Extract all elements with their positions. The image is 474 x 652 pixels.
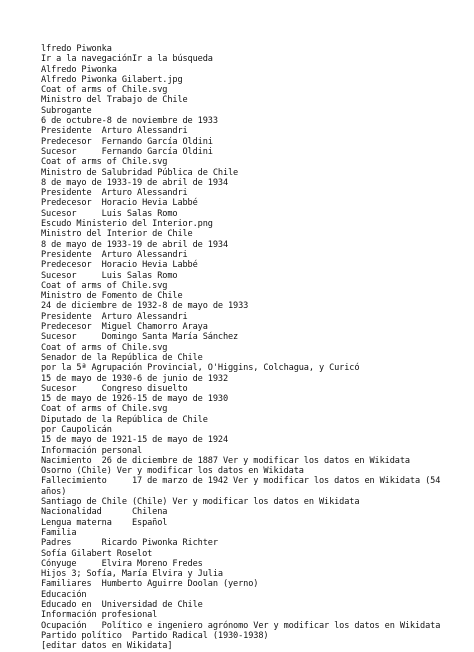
predecessor-row: Predecesor Fernando García Oldini (41, 136, 213, 147)
office-title-trabajo[interactable]: Ministro del Trabajo de Chile (41, 95, 188, 106)
constituency: por la 5ª Agrupación Provincial, O'Higgins, Colchagua, y Curicó (41, 363, 360, 374)
successor-row: Sucesor Congreso disuelto (41, 383, 188, 394)
coat-of-arms-caption: Coat of arms of Chile.svg (41, 157, 168, 168)
president-row: Presidente Arturo Alessandri (41, 311, 188, 322)
page-title: lfredo Piwonka (41, 44, 112, 54)
office-term: 15 de mayo de 1926-15 de mayo de 1930 (41, 394, 228, 405)
successor-row: Sucesor Luis Salas Romo (41, 270, 178, 281)
section-heading-professional: Información profesional (41, 610, 158, 621)
coat-of-arms-caption: Coat of arms of Chile.svg (41, 404, 168, 415)
office-term: 24 de diciembre de 1932-8 de mayo de 1933 (41, 301, 249, 312)
parents-row-continued: Sofía Gilabert Roselot (41, 548, 153, 559)
nationality-row: Nacionalidad Chilena (41, 507, 168, 518)
portrait-image-caption: Alfredo Piwonka Gilabert.jpg (41, 74, 183, 85)
ministry-emblem-caption: Escudo Ministerio del Interior.png (41, 219, 213, 230)
coat-of-arms-caption: Coat of arms of Chile.svg (41, 280, 168, 291)
edit-wikidata-link[interactable]: [editar datos en Wikidata] (41, 641, 173, 652)
predecessor-row: Predecesor Horacio Hevia Labbé (41, 198, 198, 209)
alma-mater-row: Educado en Universidad de Chile (41, 600, 203, 611)
predecessor-row: Predecesor Miguel Chamorro Araya (41, 322, 208, 333)
section-heading-family: Familia (41, 527, 77, 538)
office-title-diputado[interactable]: Diputado de la República de Chile (41, 414, 208, 425)
children-row: Hijos 3; Sofía, María Elvira y Julia (41, 569, 223, 580)
successor-row: Sucesor Domingo Santa María Sánchez (41, 332, 239, 343)
occupation-row: Ocupación Político e ingeniero agrónomo Ver y modificar los datos en Wikidata (41, 620, 441, 631)
successor-row: Sucesor Luis Salas Romo (41, 208, 178, 219)
constituency: por Caupolicán (41, 424, 112, 435)
skip-navigation-link[interactable]: Ir a la navegaciónIr a la búsqueda (41, 54, 213, 65)
section-heading-education: Educación (41, 589, 87, 600)
office-term: 15 de mayo de 1921-15 de mayo de 1924 (41, 435, 228, 446)
office-title-senador[interactable]: Senador de la República de Chile (41, 352, 203, 363)
office-term: 8 de mayo de 1933-19 de abril de 1934 (41, 239, 228, 250)
death-row: Fallecimiento 17 de marzo de 1942 Ver y modificar los datos en Wikidata (54 años) (41, 476, 446, 497)
birth-row: Nacimiento 26 de diciembre de 1887 Ver y modificar los datos en Wikidata (41, 455, 410, 466)
mother-tongue-row: Lengua materna Español (41, 517, 168, 528)
president-row: Presidente Arturo Alessandri (41, 126, 188, 137)
office-title-salubridad[interactable]: Ministro de Salubridad Pública de Chile (41, 167, 239, 178)
coat-of-arms-caption: Coat of arms of Chile.svg (41, 85, 168, 96)
parents-row: Padres Ricardo Piwonka Richter (41, 538, 218, 549)
section-heading-personal: Información personal (41, 445, 143, 456)
party-row: Partido político Partido Radical (1930-1938) (41, 630, 269, 641)
deathplace-row: Santiago de Chile (Chile) Ver y modificar los datos en Wikidata (41, 497, 360, 508)
predecessor-row: Predecesor Horacio Hevia Labbé (41, 260, 198, 271)
infobox-text-dump (41, 44, 469, 652)
office-term: 8 de mayo de 1933-19 de abril de 1934 (41, 177, 228, 188)
president-row: Presidente Arturo Alessandri (41, 249, 188, 260)
coat-of-arms-caption: Coat of arms of Chile.svg (41, 342, 168, 353)
office-term: 6 de octubre-8 de noviembre de 1933 (41, 116, 218, 127)
office-title-fomento[interactable]: Ministro de Fomento de Chile (41, 291, 183, 302)
spouse-row: Cónyuge Elvira Moreno Fredes (41, 558, 203, 569)
office-title-interior[interactable]: Ministro del Interior de Chile (41, 229, 193, 240)
infobox-name: Alfredo Piwonka (41, 64, 117, 75)
birthplace-row: Osorno (Chile) Ver y modificar los datos en Wikidata (41, 466, 304, 477)
successor-row: Sucesor Fernando García Oldini (41, 146, 213, 157)
office-qualifier: Subrogante (41, 105, 92, 116)
president-row: Presidente Arturo Alessandri (41, 188, 188, 199)
relatives-row: Familiares Humberto Aguirre Doolan (yerno) (41, 579, 259, 590)
office-term: 15 de mayo de 1930-6 de junio de 1932 (41, 373, 228, 384)
